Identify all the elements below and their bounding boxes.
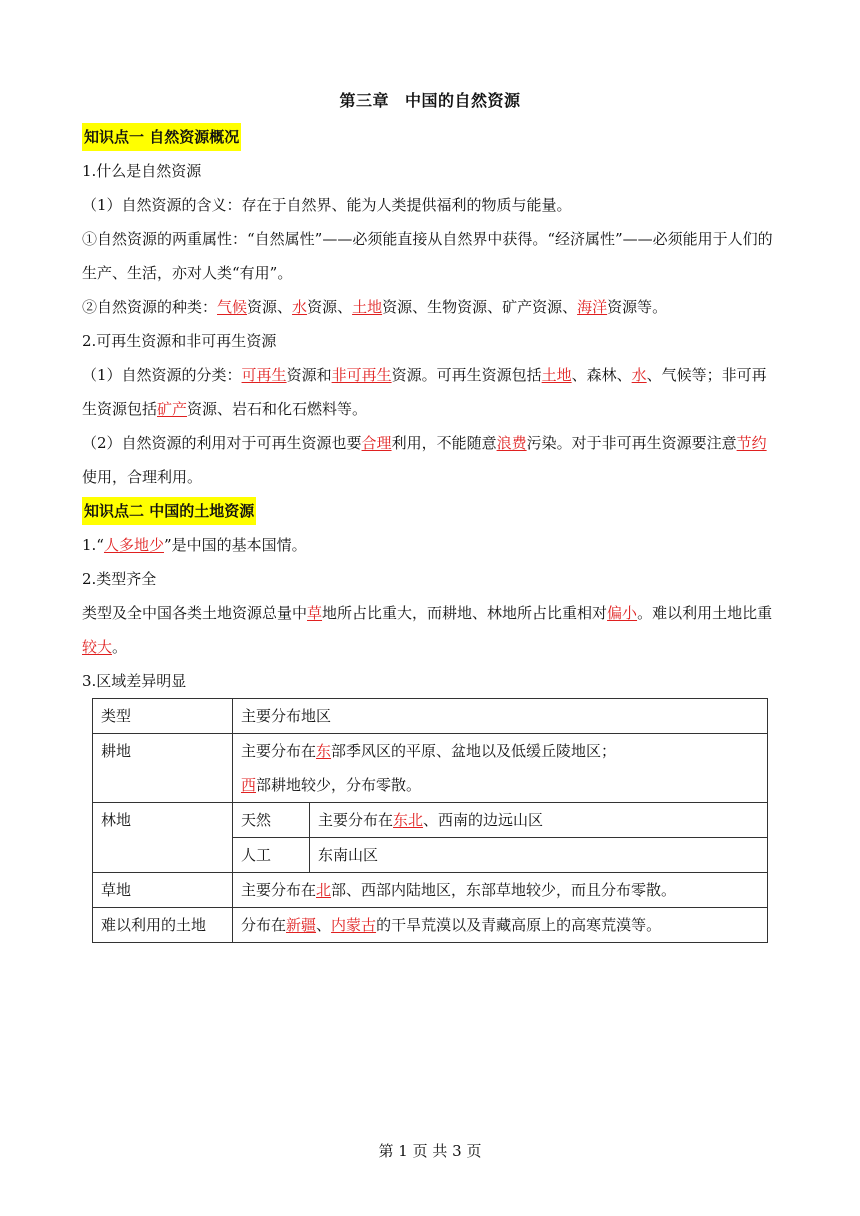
answer-blank: 土地 xyxy=(541,366,572,384)
attribute-paragraph: ①自然资源的两重属性：“自然属性”——必须能直接从自然界中获得。“经济属性”——必须能用于人们的生产、生活，亦对人类“有用”。 xyxy=(82,230,773,282)
table-cell-type: 耕地 xyxy=(93,734,233,803)
table-cell-type: 草地 xyxy=(93,873,233,908)
answer-blank: 节约 xyxy=(736,434,767,452)
question-types: 2.类型齐全 xyxy=(82,570,157,588)
answer-blank: 内蒙古 xyxy=(331,916,377,934)
answer-blank: 草 xyxy=(307,604,323,622)
answer-blank: 合理 xyxy=(361,434,392,452)
answer-blank: 水 xyxy=(292,298,308,316)
answer-blank: 西 xyxy=(241,776,257,794)
answer-blank: 气候 xyxy=(217,298,248,316)
definition-paragraph: （1）自然资源的含义：存在于自然界、能为人类提供福利的物质与能量。 xyxy=(82,196,572,214)
answer-blank: 新疆 xyxy=(286,916,317,934)
table-row xyxy=(93,734,768,803)
question-1: 1.什么是自然资源 xyxy=(82,162,202,180)
answer-blank: 东 xyxy=(316,742,332,760)
table-row xyxy=(93,908,768,943)
table-row xyxy=(93,873,768,908)
answer-blank: 东北 xyxy=(393,811,424,829)
question-2: 2.可再生资源和非可再生资源 xyxy=(82,332,277,350)
land-distribution-table xyxy=(92,698,768,943)
question-regional: 3.区域差异明显 xyxy=(82,672,187,690)
types-paragraph: 类型及全中国各类土地资源总量中草地所占比重大，而耕地、林地所占比重相对偏小。难以利用土地比重较大。 xyxy=(82,604,773,656)
table-cell-type: 林地 xyxy=(93,803,233,873)
table-row xyxy=(93,699,768,734)
answer-blank: 水 xyxy=(631,366,647,384)
chapter-name: 中国的自然资源 xyxy=(405,91,521,110)
answer-blank: 偏小 xyxy=(607,604,638,622)
answer-blank: 矿产 xyxy=(157,400,188,418)
answer-blank: 北 xyxy=(316,881,332,899)
table-cell-dist: 主要分布在东北、西南的边远山区 xyxy=(310,803,768,838)
answer-blank: 非可再生 xyxy=(331,366,392,384)
section-heading-2: 知识点二 中国的土地资源 xyxy=(82,497,256,525)
table-row xyxy=(93,803,768,838)
answer-blank: 土地 xyxy=(352,298,383,316)
chapter-title xyxy=(0,88,860,111)
table-header-dist: 主要分布地区 xyxy=(233,699,768,734)
national-condition-paragraph: 1.“人多地少”是中国的基本国情。 xyxy=(82,536,307,554)
answer-blank: 较大 xyxy=(82,638,113,656)
table-cell-subtype: 人工 xyxy=(233,838,310,873)
answer-blank: 海洋 xyxy=(577,298,608,316)
answer-blank: 浪费 xyxy=(496,434,527,452)
answer-blank: 可再生 xyxy=(241,366,287,384)
chapter-number: 第三章 xyxy=(339,91,389,110)
page-footer: 第 1 页 共 3 页 xyxy=(378,1142,482,1160)
table-cell-dist: 主要分布在北部、西部内陆地区，东部草地较少，而且分布零散。 xyxy=(233,873,768,908)
table-header-type: 类型 xyxy=(93,699,233,734)
usage-paragraph: （2）自然资源的利用对于可再生资源也要合理利用，不能随意浪费污染。对于非可再生资源要注意节约使用，合理利用。 xyxy=(82,434,767,486)
table-cell-type: 难以利用的土地 xyxy=(93,908,233,943)
table-cell-dist: 主要分布在东部季风区的平原、盆地以及低缓丘陵地区； 西部耕地较少，分布零散。 xyxy=(233,734,768,803)
table-cell-dist: 东南山区 xyxy=(310,838,768,873)
table-cell-subtype: 天然 xyxy=(233,803,310,838)
section-heading-1: 知识点一 自然资源概况 xyxy=(82,123,241,151)
table-cell-dist: 分布在新疆、内蒙古的干旱荒漠以及青藏高原上的高寒荒漠等。 xyxy=(233,908,768,943)
content xyxy=(82,120,778,943)
kinds-paragraph: ②自然资源的种类：气候资源、水资源、土地资源、生物资源、矿产资源、海洋资源等。 xyxy=(82,298,668,316)
classification-paragraph: （1）自然资源的分类：可再生资源和非可再生资源。可再生资源包括土地、森林、水、气候等；非可再生资源包括矿产资源、岩石和化石燃料等。 xyxy=(82,366,767,418)
answer-blank: 人多地少 xyxy=(103,536,164,554)
